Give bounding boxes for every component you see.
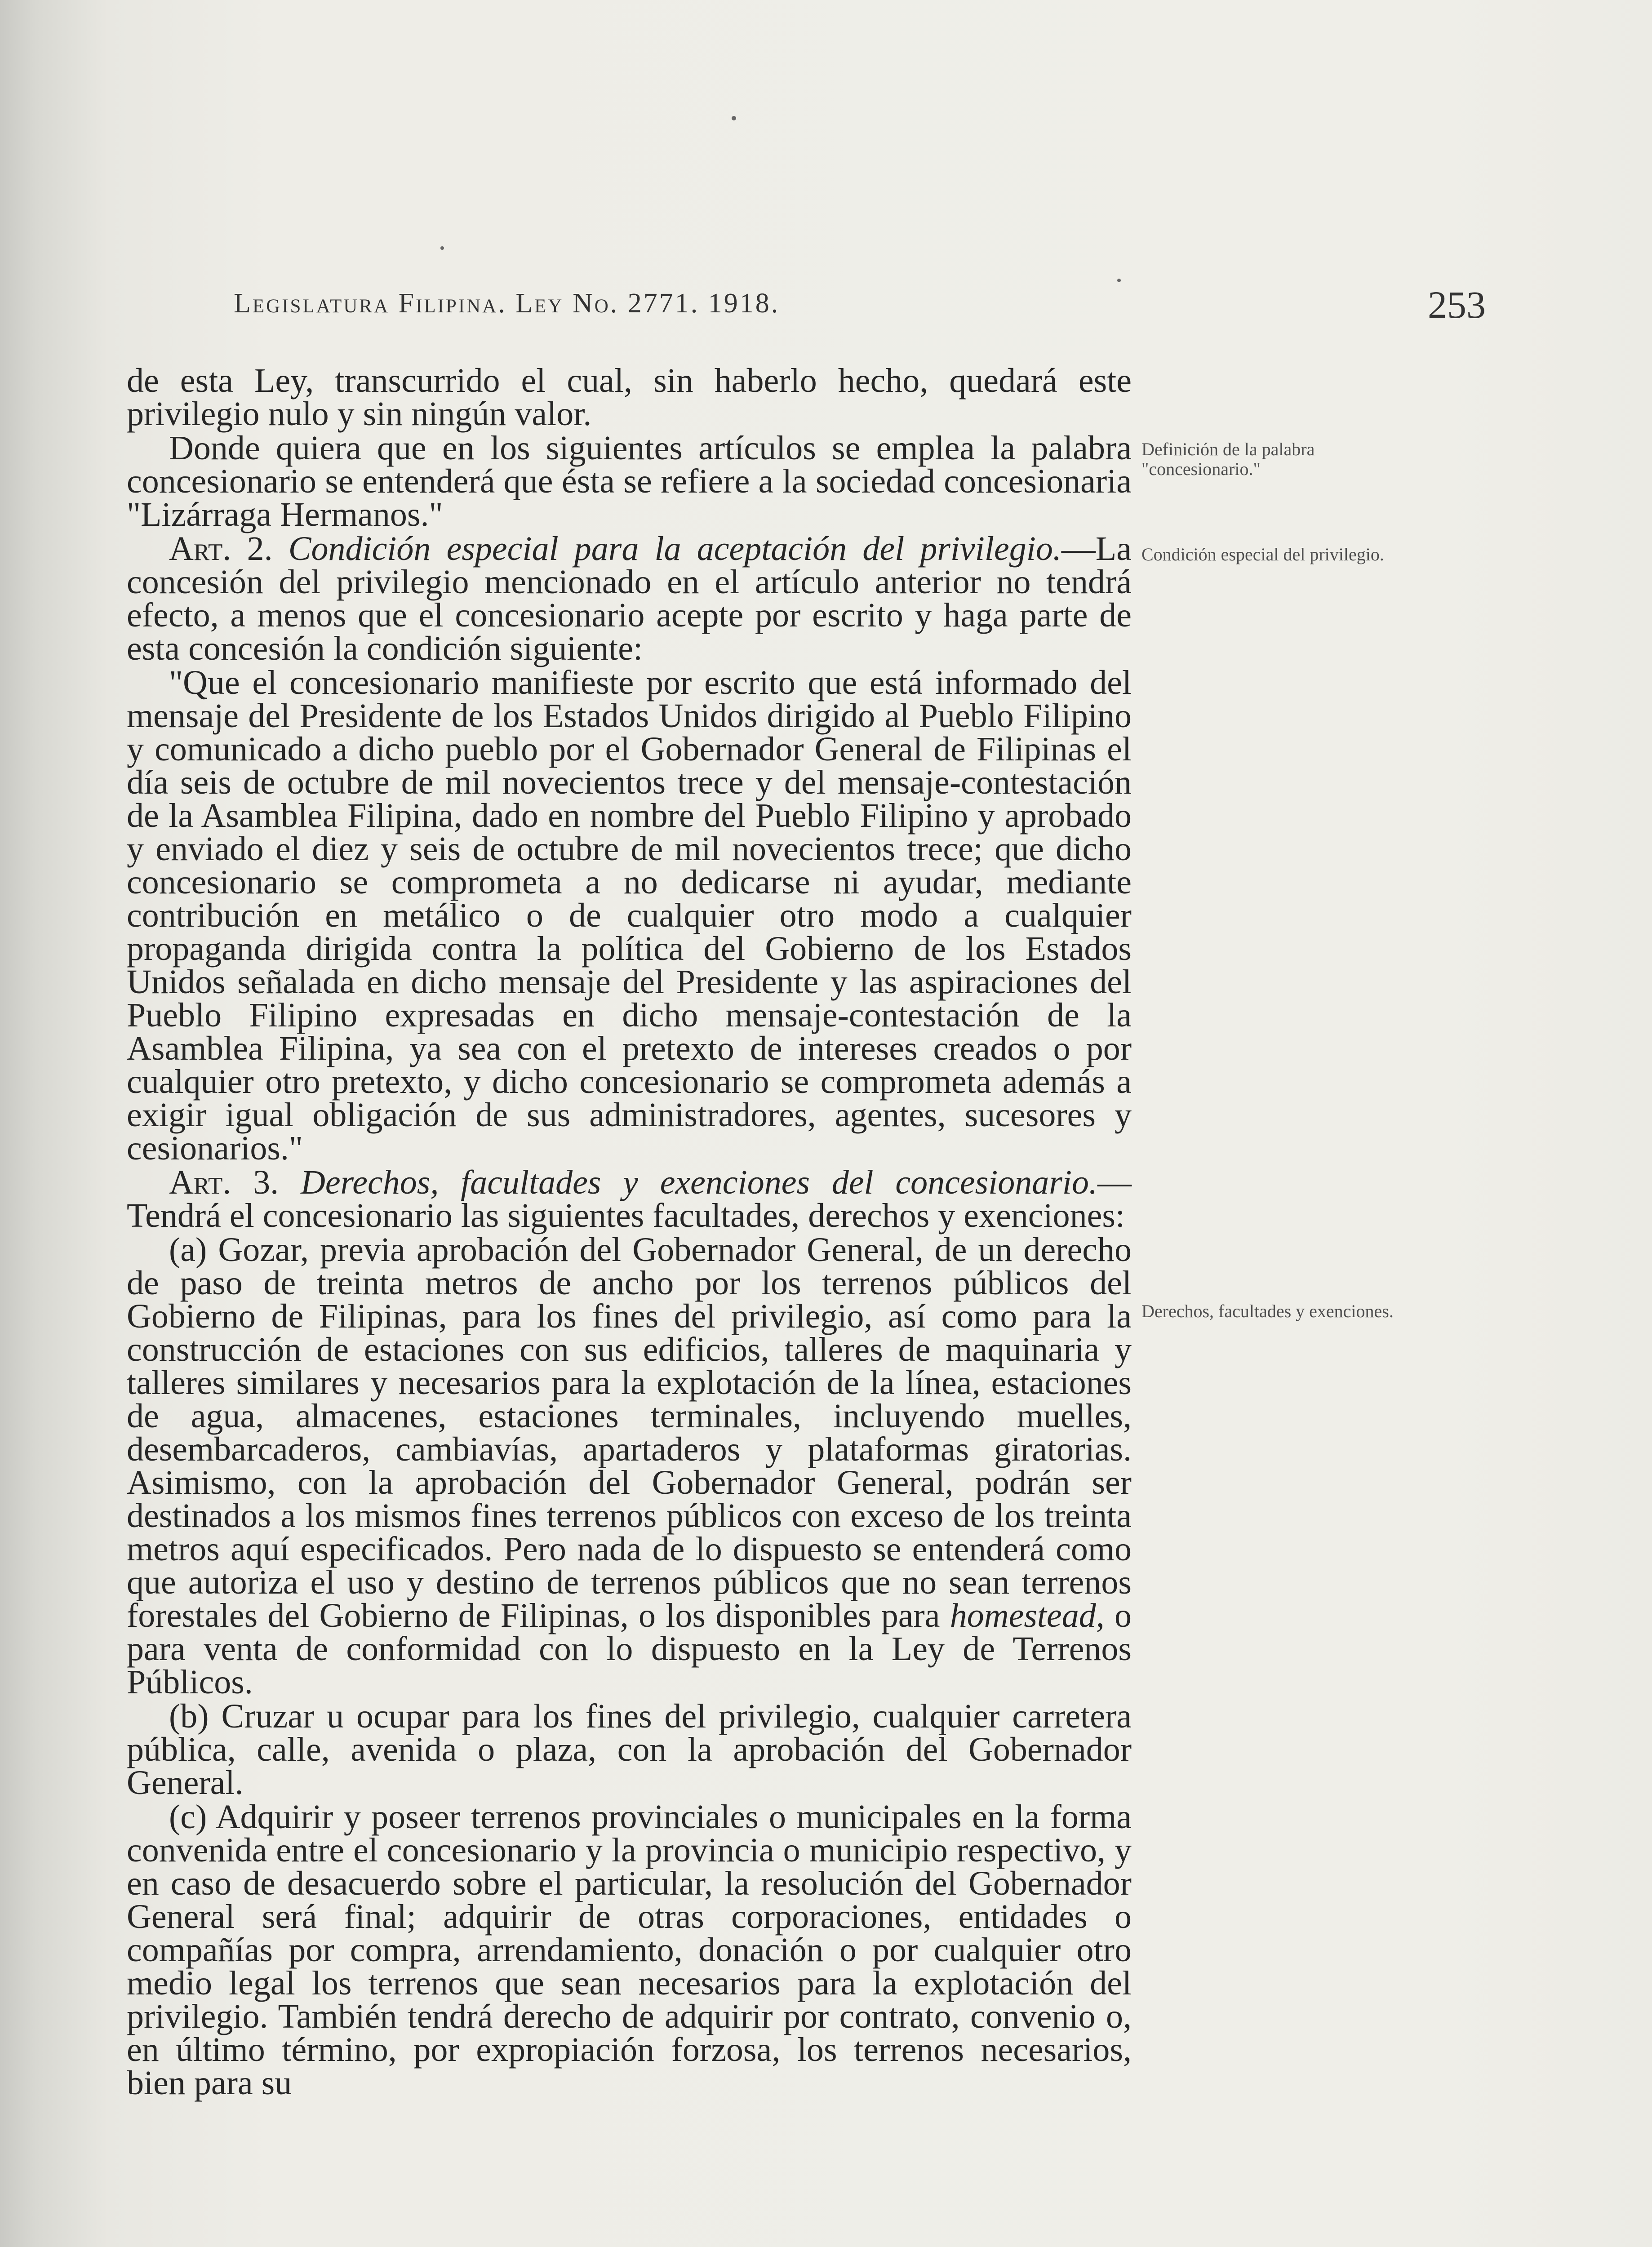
running-header: Legislatura Filipina. Ley No. 2771. 1918.: [234, 288, 780, 319]
quoted-condition: "Que el concesionario manifieste por escrito que está informado del mensaje del Presidente de los Estados Unidos dirigido al Pueblo Filipino y comunicado a dicho pueblo por el Gobernador General de Filipinas el día seis de octubre de mil novecientos trece y del mensaje-contestación de la Asamblea Filipina, dado en nombre del Pueblo Filipino y aprobado y enviado el diez y seis de octubre de mil novecientos trece; que dicho concesionario se comprometa a no dedicarse ni ayudar, mediante contribución en metálico o de cualquier otro modo a cualquier propaganda dirigida contra la política del Gobierno de los Estados Unidos señalada en dicho mensaje del Presidente y las aspiraciones del Pueblo Filipino expresadas en dicho mensaje-contestación de la Asamblea Filipina, ya sea con el pretexto de intereses creados o por cualquier otro pretexto, y dicho concesionario se comprometa además a exigir igual obligación de sus administradores, agentes, sucesores y cesionarios.": [127, 664, 1132, 1167]
clause-b: (b) Cruzar u ocupar para los fines del privilegio, cualquier carretera pública, calle, avenida o plaza, con la aprobación del Gobernador General.: [127, 1697, 1132, 1802]
print-speck: [732, 116, 736, 120]
page-number: 253: [1428, 283, 1486, 326]
article-3-text: —Tendrá el concesionario las siguientes facultades, derechos y exenciones:: [127, 1163, 1132, 1235]
clause-a-homestead: homestead: [950, 1597, 1096, 1634]
clause-c: (c) Adquirir y poseer terrenos provinciales o municipales en la forma convenida entre el concesionario y la provincia o municipio respectivo, y en caso de desacuerdo sobre el particular, la resolución del Gobernador General será final; adquirir de otras corporaciones, entidades o compañías por compra, arrendamiento, donación o por cualquier otro medio legal los terrenos que sean necesarios para la explotación del privilegio. También tendrá derecho de adquirir por contrato, convenio o, en último término, por expropiación forzosa, los terrenos necesarios, bien para su: [127, 1798, 1132, 2102]
article-2-title: Condición especial para la aceptación del privilegio.: [288, 530, 1061, 568]
margin-note-definicion: Definición de la palabra "concesionario.": [1141, 439, 1315, 479]
print-speck: [440, 246, 444, 250]
paragraph-definicion: Donde quiera que en los siguientes artículos se emplea la palabra concesionario se entenderá que ésta se refiere a la sociedad concesionaria "Lizárraga Hermanos.": [127, 429, 1132, 533]
article-3-title: Derechos, facultades y exenciones del concesionario.: [300, 1163, 1097, 1201]
print-speck: [1117, 279, 1121, 282]
body-text: [127, 364, 1132, 2100]
article-3-label: Art. 3.: [169, 1163, 279, 1201]
clause-a-text-1: (a) Gozar, previa aprobación del Gobernador General, de un derecho de paso de treinta metros de ancho por los terrenos públicos del Gobierno de Filipinas, para los fines del privilegio, así como para la construcción de estaciones con sus edificios, talleres de maquinaria y talleres similares y necesarios para la explotación de la línea, estaciones de agua, almacenes, estaciones terminales, incluyendo muelles, desembarcaderos, cambiavías, apartaderos y plataformas giratorias. Asimismo, con la aprobación del Gobernador General, podrán ser destinados a los mismos fines terrenos públicos con exceso de los treinta metros aquí especificados. Pero nada de lo dispuesto se entenderá como que autoriza el uso y destino de terrenos públicos que no sean terrenos forestales del Gobierno de Filipinas, o los disponibles para: [127, 1231, 1132, 1634]
clause-a: [127, 1233, 1132, 1699]
article-2-text: —La concesión del privilegio mencionado en el artículo anterior no tendrá efecto, a menos que el concesionario acepte por escrito y haga parte de esta concesión la condición siguiente:: [127, 530, 1132, 667]
margin-note-derechos: Derechos, facultades y exenciones.: [1141, 1301, 1394, 1321]
article-2: [127, 532, 1132, 665]
paragraph-continuation: de esta Ley, transcurrido el cual, sin haberlo hecho, quedará este privilegio nulo y sin ningún valor.: [127, 362, 1132, 433]
margin-note-condicion: Condición especial del privilegio.: [1141, 544, 1384, 564]
article-2-label: Art. 2.: [169, 530, 273, 568]
clause-a-text-2: , o para venta de conformidad con lo dispuesto en la Ley de Terrenos Públicos.: [127, 1597, 1132, 1701]
article-3: [127, 1163, 1132, 1235]
